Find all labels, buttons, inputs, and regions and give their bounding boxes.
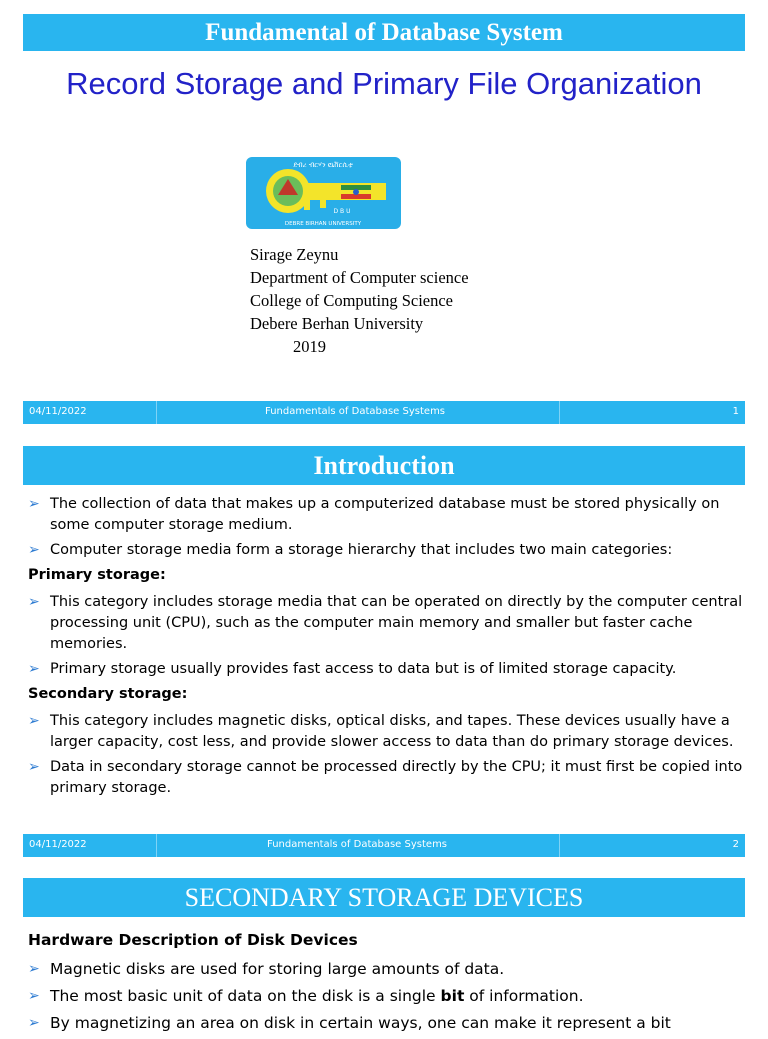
author-year: 2019 xyxy=(293,337,326,356)
slide1-header-text: Fundamental of Database System xyxy=(205,19,563,46)
arrow-bullet-icon: ➢ xyxy=(28,594,40,610)
slide1-title: Record Storage and Primary File Organization xyxy=(66,66,702,101)
logo-bottom-text: DEBRE BIRHAN UNIVERSITY xyxy=(284,221,362,227)
primary-storage-label: Primary storage: xyxy=(28,567,166,583)
list-item: ➢ Primary storage usually provides fast access to data but is of limited storage capacity. xyxy=(28,659,743,680)
footer-title: Fundamentals of Database Systems xyxy=(267,839,448,850)
logo-graphic xyxy=(246,157,401,229)
list-item: ➢ By magnetizing an area on disk in certain ways, one can make it represent a bit xyxy=(28,1012,743,1035)
slide1-footer xyxy=(23,401,745,424)
university-logo xyxy=(246,157,401,229)
arrow-bullet-icon: ➢ xyxy=(28,496,40,512)
arrow-bullet-icon: ➢ xyxy=(28,988,40,1004)
slide3-header-text: SECONDARY STORAGE DEVICES xyxy=(184,883,584,912)
list-item: ➢ The most basic unit of data on the disk is a single bit of information. xyxy=(28,985,743,1008)
slide2-body xyxy=(28,494,743,803)
secondary-storage-label: Secondary storage: xyxy=(28,686,188,702)
author-college: College of Computing Science xyxy=(250,291,454,310)
footer-page-number: 1 xyxy=(732,406,739,417)
slide2-header-text: Introduction xyxy=(313,451,455,480)
slide3-body xyxy=(28,929,743,1039)
slide2-footer xyxy=(23,834,745,857)
footer-title: Fundamentals of Database Systems xyxy=(265,406,446,417)
slide3-subheading: Hardware Description of Disk Devices xyxy=(28,931,358,949)
footer-date: 04/11/2022 xyxy=(29,406,87,417)
author-department: Department of Computer science xyxy=(250,268,469,287)
slide3-header-band xyxy=(23,878,745,917)
footer-page-number: 2 xyxy=(732,839,739,850)
arrow-bullet-icon: ➢ xyxy=(28,961,40,977)
arrow-bullet-icon: ➢ xyxy=(28,713,40,729)
list-item: ➢ Computer storage media form a storage hierarchy that includes two main categories: xyxy=(28,540,743,561)
footer-date: 04/11/2022 xyxy=(29,839,87,850)
logo-top-text: ደብረ ብርሃን ዩኒቨርሲቲ xyxy=(293,161,353,169)
author-block xyxy=(250,243,469,358)
list-item: ➢ The collection of data that makes up a computerized database must be stored physically on some computer storage medium. xyxy=(28,494,743,536)
author-name: Sirage Zeynu xyxy=(250,245,339,264)
list-item: ➢ This category includes storage media that can be operated on directly by the computer central processing unit (CPU), such as the computer main memory and smaller but faster cache memories. xyxy=(28,592,743,655)
arrow-bullet-icon: ➢ xyxy=(28,542,40,558)
author-university: Debere Berhan University xyxy=(250,314,424,333)
arrow-bullet-icon: ➢ xyxy=(28,1015,40,1031)
logo-mid-text: D B U xyxy=(333,208,351,215)
list-item: ➢ This category includes magnetic disks, optical disks, and tapes. These devices usually have a larger capacity, cost less, and provide slower access to data than do primary storage devices. xyxy=(28,711,743,753)
arrow-bullet-icon: ➢ xyxy=(28,759,40,775)
list-item: ➢ Data in secondary storage cannot be processed directly by the CPU; it must first be copied into primary storage. xyxy=(28,757,743,799)
slide2-header-band xyxy=(23,446,745,485)
list-item: ➢ Magnetic disks are used for storing large amounts of data. xyxy=(28,958,743,981)
arrow-bullet-icon: ➢ xyxy=(28,661,40,677)
slide1-header-band xyxy=(23,14,745,51)
